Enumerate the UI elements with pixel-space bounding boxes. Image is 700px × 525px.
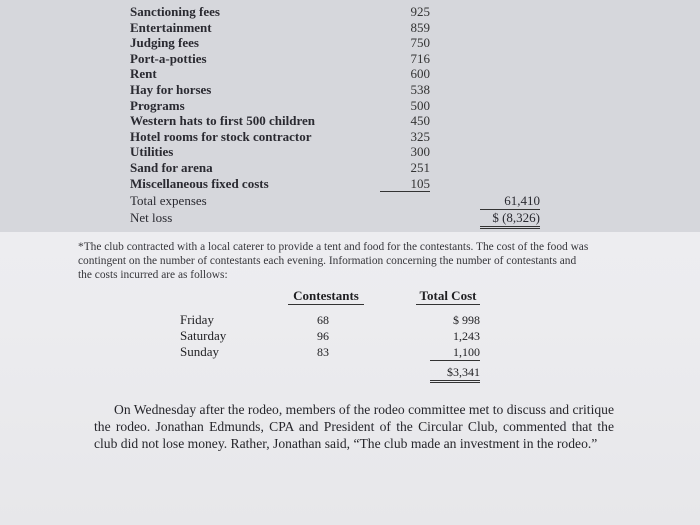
expense-row (130, 51, 610, 67)
expense-label: Rent (130, 66, 157, 82)
expense-row (130, 144, 610, 160)
table-row (178, 328, 498, 344)
expense-label: Port-a-potties (130, 50, 207, 66)
net-loss-amount: $ (8,326) (480, 209, 540, 229)
contestants-column-header: Contestants (288, 288, 364, 305)
contestants-cell: 68 (317, 313, 329, 327)
caterer-footnote: *The club contracted with a local caterer to provide a tent and food for the contestants. The cost of the food was contingent on the number of contestants each evening. Information concerning the number of contestants and the costs incurred are as follows: (78, 241, 589, 281)
expense-label: Programs (130, 97, 185, 113)
expense-amount: 859 (410, 19, 430, 35)
net-loss-label: Net loss (130, 210, 173, 225)
expense-row (130, 98, 610, 114)
expense-amount: 600 (410, 66, 430, 82)
expense-row (130, 176, 610, 192)
expense-row (130, 35, 610, 51)
expense-amount: 750 (410, 35, 430, 51)
expense-label: Judging fees (130, 35, 199, 51)
expense-label: Hotel rooms for stock contractor (130, 128, 312, 144)
total-expenses-label: Total expenses (130, 193, 207, 208)
expense-label: Western hats to first 500 children (130, 113, 315, 129)
expense-amount: 538 (410, 81, 430, 97)
total-expenses-row (130, 192, 610, 209)
expense-row (130, 82, 610, 98)
expense-amount: 925 (410, 4, 430, 19)
net-loss-row (130, 209, 610, 226)
day-cell: Saturday (180, 328, 227, 343)
day-cell: Friday (180, 312, 214, 327)
total-cost-column-header: Total Cost (416, 288, 480, 305)
expense-amount: 450 (410, 113, 430, 129)
expense-row (130, 66, 610, 82)
expense-amount: 500 (410, 97, 430, 113)
expense-amount: 251 (410, 159, 430, 175)
narrative-paragraph (94, 401, 614, 452)
expense-row (130, 20, 610, 36)
expense-amount: 300 (410, 144, 430, 160)
catering-total: $3,341 (430, 364, 480, 383)
contestants-cell: 83 (317, 345, 329, 359)
expense-amount: 716 (410, 50, 430, 66)
expense-label: Sanctioning fees (130, 4, 220, 19)
total-expenses-amount: 61,410 (480, 192, 540, 210)
expense-label: Miscellaneous fixed costs (130, 175, 269, 191)
narrative-text: On Wednesday after the rodeo, members of the rodeo committee met to discuss and critique the rodeo. Jonathan Edmunds, CPA and President of the Circular Club, commented that the club did not lose money. Rather, Jonathan said, “The club made an investment in the rodeo.” (94, 402, 614, 451)
day-cell: Sunday (180, 344, 219, 359)
expense-label: Utilities (130, 144, 174, 160)
table-row (178, 312, 498, 328)
expense-row (130, 129, 610, 145)
contestants-cell: 96 (317, 329, 329, 343)
expense-amount: 105 (380, 176, 430, 193)
expense-row (130, 4, 610, 20)
expense-row (130, 113, 610, 129)
cost-cell: 1,243 (453, 329, 480, 343)
expense-list (130, 4, 610, 191)
cost-cell: $ 998 (453, 313, 480, 327)
expense-amount: 325 (410, 128, 430, 144)
expense-label: Hay for horses (130, 81, 212, 97)
cost-cell: 1,100 (430, 344, 480, 361)
table-row (178, 344, 498, 360)
expense-label: Sand for arena (130, 159, 213, 175)
income-summary (130, 192, 610, 226)
expense-label: Entertainment (130, 19, 212, 35)
expense-row (130, 160, 610, 176)
